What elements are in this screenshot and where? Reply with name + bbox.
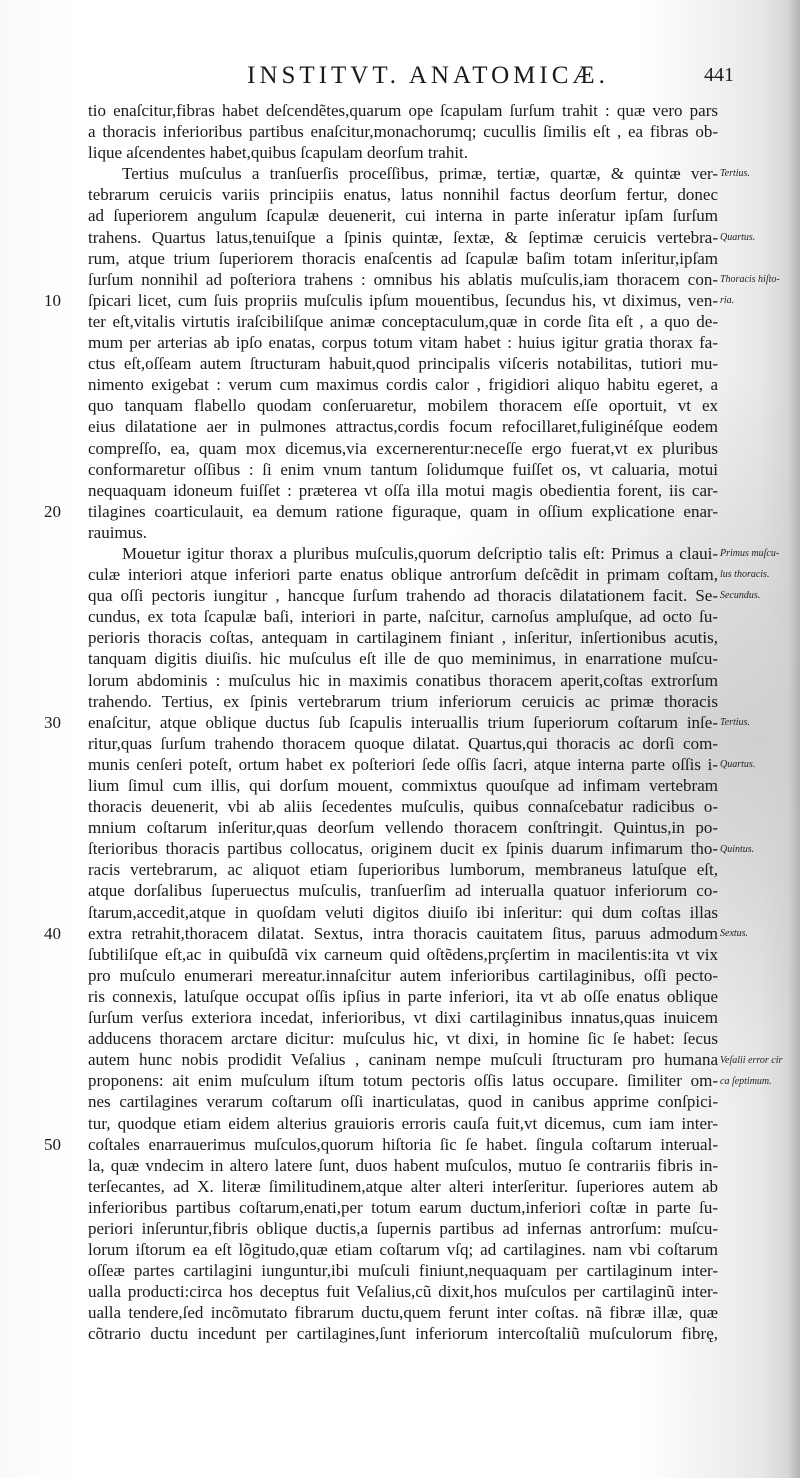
text-line: nes cartilagines verarum coſtarum oſſi inarticulatas, quod in canibus apprime conſpici-	[88, 1092, 718, 1112]
margin-note: Quintus.	[720, 843, 755, 855]
text-line: nequaquam idoneum fuiſſet : præterea vt oſſa illa motui magis obedientia forent, iis car-	[88, 480, 718, 500]
text-line: ter eſt,vitalis virtutis iraſcibiliſque animæ conceptaculum,quæ in corde ſita eſt , a quo de-	[88, 311, 718, 331]
text-line: Mouetur igitur thorax a pluribus muſculis,quorum deſcriptio talis eſt: Primus a claui-	[122, 543, 718, 563]
text-line: rauimus.	[88, 522, 148, 542]
line-number: 50	[44, 1134, 61, 1154]
text-line: mnium coſtarum inſeritur,quas deorſum vellendo thoracem conſtringit. Quintus,in po-	[88, 818, 718, 838]
margin-note: Tertius.	[720, 168, 750, 180]
margin-note: Tertius.	[720, 716, 750, 728]
text-line: ad ſuperiorem angulum ſcapulæ deuenerit, cui interna in parte inſeratur ipſam ſurſum	[88, 206, 718, 226]
text-line: tebrarum ceruicis variis principiis enatus, latus nonnihil factus deorſum fertur, donec	[88, 185, 718, 205]
margin-note: Primus muſcu-	[720, 548, 780, 560]
text-line: tur, quodque etiam eidem alterius grauioris erroris cauſa fuit,vt dicemus, cum iam inter-	[88, 1113, 718, 1133]
text-line: culæ interiori atque inferiori parte enatus oblique antrorſum deſcẽdit in primam coſtam,	[88, 565, 718, 585]
text-line: tio enaſcitur,fibras habet deſcendẽtes,quarum ope ſcapulam ſurſum trahit : quæ vero pars	[88, 101, 718, 120]
page-header	[0, 62, 800, 98]
text-line: racis vertebrarum, ac aliquot etiam ſuperioribus lumborum, membraneus latuſque eſt,	[88, 860, 718, 880]
text-line: mum per arterias ab ipſo enatas, corpus totum vitam habet : huius igitur gratia thorax fa-	[88, 333, 718, 353]
text-line: ſtarum,accedit,atque in quoſdam veluti digitos diuiſo ibi inſeritur: qui dum coſtas illas	[88, 902, 718, 922]
text-line: Tertius muſculus a tranſuerſis proceſſibus, primæ, tertiæ, quartæ, & quintæ ver-	[122, 164, 718, 184]
text-line: la, quæ vndecim in altero latere ſunt, duos habent muſculos, mutuo ſe contrariis fibris in-	[88, 1155, 718, 1175]
text-line: tanquam digitis diuiſis. hic muſculus eſt ille de quo meminimus, in enarratione muſcu-	[88, 649, 718, 669]
text-line: ſurſum nonnihil ad poſteriora trahens : omnibus his ablatis muſculis,iam thoracem con-	[88, 269, 718, 289]
text-line: ſterioribus thoracis partibus collocatus, originem ducit ex ſpinis duarum infimarum tho-	[88, 839, 718, 859]
text-line: lique aſcendentes habet,quibus ſcapulam deorſum trahit.	[88, 143, 469, 163]
text-line: rum, atque trium ſuperiorem thoracis enaſcentis ad ſcapulæ baſim totam inſeritur,ipſam	[88, 248, 718, 268]
line-number: 30	[44, 712, 61, 732]
text-line: ſubtiliſque eſt,ac in quibuſdã vix carneum quid oſtẽdens,prçſertim in macilentis:ita vt vix	[88, 944, 718, 964]
text-line: lium ſimul cum illis, qui dorſum mouent, commixtus quouſque ad infimam vertebram	[88, 776, 718, 795]
text-line: cõtrario ductu incedunt per cartilagines,ſunt inferiorum intercoſtaliũ muſculorum fibrę,	[88, 1324, 718, 1344]
margin-note: Quartus.	[720, 759, 756, 771]
text-line: tilagines coarticulauit, ea demum ratione figuraque, quam in oſſium explicatione enar-	[88, 501, 718, 521]
running-title: INSTITVT. ANATOMICÆ.	[247, 62, 609, 89]
line-number: 10	[44, 290, 61, 310]
text-line: lorum iſtorum ea eſt lõgitudo,quæ etiam coſtarum vſq; ad cartilagines. nam vbi coſtarum	[88, 1240, 718, 1260]
margin-note: Secundus.	[720, 590, 761, 602]
margin-note: Thoracis hiſto-	[720, 273, 780, 285]
text-line: ualla producti:circa hos deceptus fuit Veſalius,cũ dixit,hos muſculos per cartilaginũ inter-	[88, 1282, 718, 1302]
margin-note: lus thoracis.	[720, 569, 770, 581]
text-line: coſtales enarrauerimus muſculos,quorum hiſtoria ſic ſe habet. ſingula coſtarum interual-	[88, 1134, 718, 1154]
text-line: cundus, ex tota ſcapulæ baſi, interiori in parte, naſcitur, carnoſus ampluſque, ad octo ſu-	[88, 607, 718, 627]
text-line: proponens: ait enim muſculum iſtum totum pectoris oſſis latus occupare. ſimiliter om-	[88, 1071, 718, 1091]
line-number: 40	[44, 923, 61, 943]
text-line: atque dorſalibus ſuperuectus muſculis, tranſuerſim ad interualla quatuor inferiorum co-	[88, 881, 718, 901]
text-line: a thoracis inferioribus partibus enaſcitur,monachorumq; cucullis ſimilis eſt , ea fibras ob-	[88, 122, 718, 142]
text-line: munis cenſeri poteſt, ortum habet ex poſteriori ſede oſſis ſacri, atque interna parte oſſis i-	[88, 754, 718, 774]
margin-note: Quartus.	[720, 231, 756, 243]
text-line: ualla tendere,ſed incõmutato fibrarum ductu,quem ferunt inter coſtas. nã fibræ illæ, quæ	[88, 1303, 718, 1323]
text-line: quo tanquam flabello quodam conſeruaretur, mobilem thoracem eſſe oportuit, vt ex	[88, 396, 718, 416]
text-line: autem hunc nobis prodidit Veſalius , caninam nempe muſculi ſtructuram pro humana	[88, 1050, 718, 1070]
text-line: extra retrahit,thoracem dilatat. Sextus, intra thoracis cauitatem ſitus, paruus admodum	[88, 923, 718, 943]
text-line: ris connexis, latuſque occupat oſſis ipſius in parte inferiori, ita vt ab oſſe enatus oblique	[88, 986, 718, 1006]
text-line: terſecantes, ad X. literæ ſimilitudinem,atque alter alteri interſeritur. ſuperiores autem ab	[88, 1176, 718, 1196]
text-line: ſurſum verſus exteriora incedat, inferioribus, vt dixi cartilaginibus innatus,quas inuicem	[88, 1008, 718, 1028]
text-line: enaſcitur, atque oblique ductus ſub ſcapulis interuallis trium ſuperiorum coſtarum inſe-	[88, 712, 718, 732]
margin-note: Veſalii error cir	[720, 1054, 783, 1066]
text-line: inferioribus partibus coſtarum,enati,per totum earum ductum,inferiori coſtæ in parte ſu-	[88, 1197, 718, 1217]
text-line: ſpicari licet, cum ſuis propriis muſculis ipſum mouentibus, ſecundus his, vt diximus, ven-	[88, 290, 718, 310]
text-line: conformaretur oſſibus : ſi enim vnum tantum ſolidumque fuiſſet os, vt caluaria, motui	[88, 459, 718, 479]
text-line: eius dilatatione aer in pulmones attractus,cordis focum refocillaret,fuliginéſque eodem	[88, 417, 718, 437]
text-line: pro muſculo enumerari mereatur.innaſcitur autem inferioribus cartilaginibus, oſſi pecto-	[88, 965, 718, 985]
text-line: thoracis deuenerit, vbi ab aliis ſecedentes muſculis, quibus connaſcebatur radicibus o-	[88, 797, 718, 817]
text-line: trahendo. Tertius, ex ſpinis vertebrarum trium inferiorum ceruicis ac primæ thoracis	[88, 691, 718, 711]
text-line: oſſeæ partes cartilagini iunguntur,ibi muſculi finiunt,nequaquam per cartilaginum inter-	[88, 1261, 718, 1281]
text-line: periori inſeruntur,fibris oblique ductis,a ſupernis partibus ad infernas antrorſum: muſcu-	[88, 1218, 718, 1238]
text-line: lorum abdominis : muſculus hic in maximis conatibus thoracem aperit,coſtas extrorſum	[88, 670, 718, 690]
text-line: qua oſſi pectoris iungitur , hancque ſurſum trahendo ad thoracis dilatationem facit. Se-	[88, 586, 718, 606]
margin-note: ria.	[720, 294, 735, 306]
margin-note: ca ſeptimum.	[720, 1075, 772, 1087]
text-line: nimento exigebat : verum cum maximus cordis calor , frigidiori aliquo habitu egeret, a	[88, 375, 718, 395]
text-line: trahens. Quartus latus,tenuiſque a ſpinis quintæ, ſextæ, & ſeptimæ ceruicis vertebra-	[88, 227, 718, 247]
text-line: adducens thoracem arctare dicitur: muſculus hic, vt dixi, in homine ſic ſe habet: ſecus	[88, 1029, 718, 1049]
line-number: 20	[44, 501, 61, 521]
margin-note: Sextus.	[720, 927, 749, 939]
page-edge-shadow	[788, 0, 800, 1478]
text-line: compreſſo, ea, quam mox dicemus,via excernerentur:neceſſe ergo fuerat,vt ex pluribus	[88, 438, 718, 458]
text-line: ctus eſt,oſſeam autem ſtructuram habuit,quod principalis viſceris notabilitas, tutiori mu-	[88, 354, 718, 374]
body-text	[88, 100, 718, 1345]
page-number: 441	[704, 64, 734, 86]
text-line: ritur,quas ſurſum trahendo thoracem quoque dilatat. Quartus,qui thoracis ac dorſi com-	[88, 733, 718, 753]
text-line: perioris thoracis coſtas, antequam in cartilaginem finiant , inſeritur, inſertionibus acutis,	[88, 628, 718, 648]
